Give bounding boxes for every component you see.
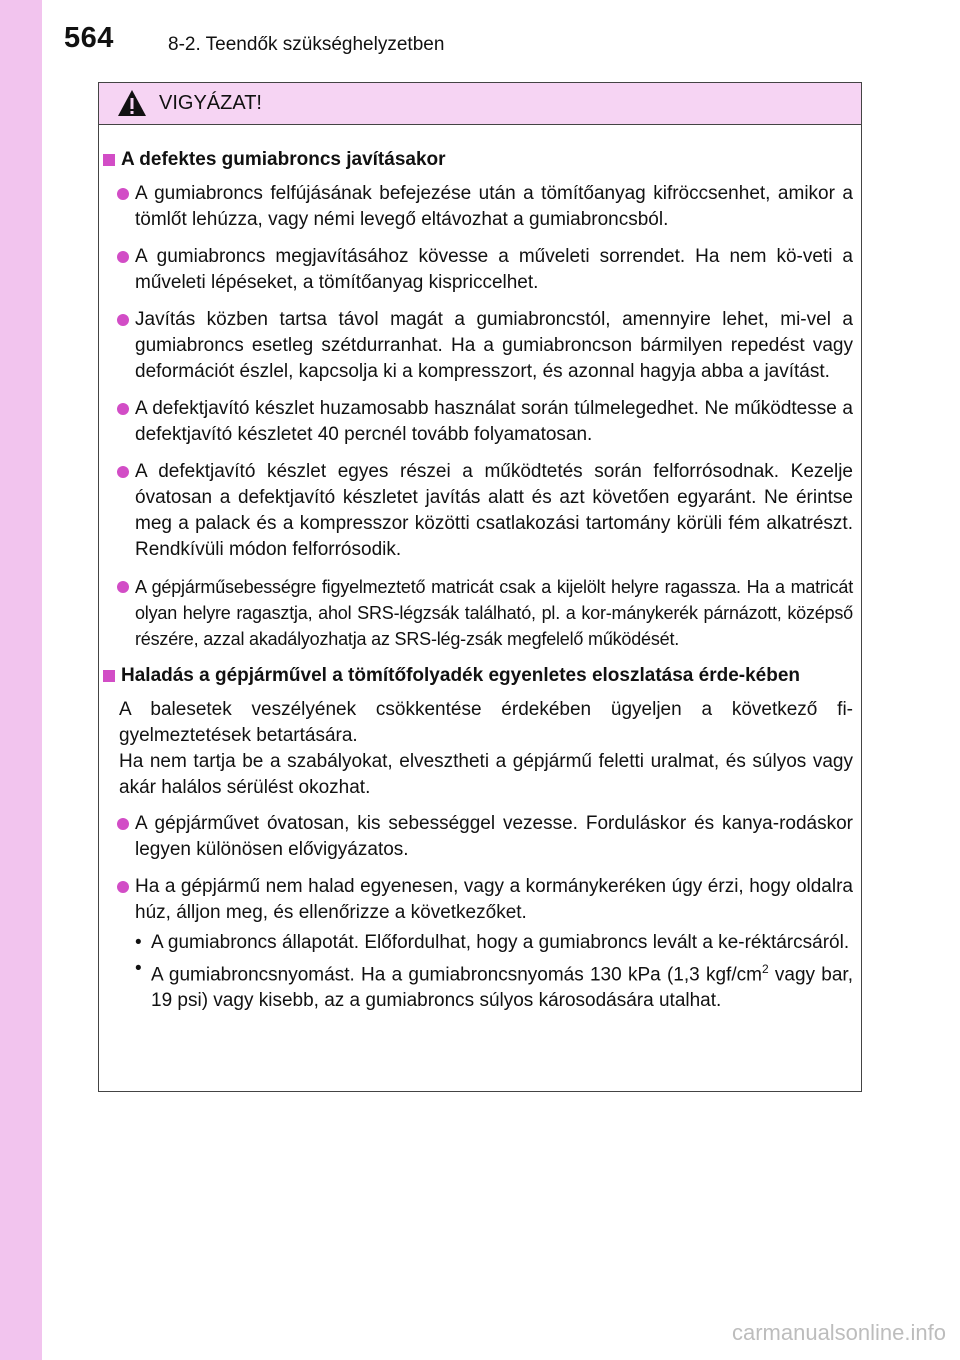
warning-icon xyxy=(117,89,147,117)
caution-header xyxy=(99,83,861,125)
circle-bullet-icon xyxy=(117,403,129,415)
sub-list-item: • A gumiabroncsnyomást. Ha a gumiabroncsnyomás 130 kPa (1,3 kgf/$cm^2$ vagy bar, 19 psi) vagy kisebb, az a gumiabroncs súlyos károsodására utalhat. xyxy=(135,956,853,1014)
list-item: A gépjárművet óvatosan, kis sebességgel vezesse. Forduláskor és kanya-rodáskor legyen különösen elővigyázatos. xyxy=(117,811,853,863)
list-item: A gépjárműsebességre figyelmeztető matricát csak a kijelölt helyre ragassza. Ha a matricát olyan helyre ragasztja, ahol SRS-légzsák található, pl. a kor-mánykerék párnázott, középső részére, azzal akadályozhatja az SRS-lég-zsák megfelelő működését. xyxy=(117,574,853,652)
caution-title: VIGYÁZAT! xyxy=(159,92,262,114)
sub-list-item: • A gumiabroncs állapotát. Előfordulhat, hogy a gumiabroncs levált a ke-réktárcsáról. xyxy=(135,930,853,956)
side-color-bar xyxy=(0,0,42,1360)
list-item: A gumiabroncs felfújásának befejezése után a tömítőanyag kifröccsenhet, amikor a tömlőt lehúzza, vagy némi levegő eltávozhat a gumiabroncsból. xyxy=(117,181,853,233)
list-item: A defektjavító készlet huzamosabb használat során túlmelegedhet. Ne működtesse a defektjavító készletet 40 percnél tovább folyamatosan. xyxy=(117,396,853,448)
section-heading: A defektes gumiabroncs javításakor xyxy=(103,147,853,173)
watermark: carmanualsonline.info xyxy=(731,1320,946,1345)
caution-box xyxy=(98,82,862,1092)
sub-bullet-marker: • xyxy=(135,932,142,953)
circle-bullet-icon xyxy=(117,188,129,200)
circle-bullet-icon xyxy=(117,818,129,830)
caution-body xyxy=(99,125,861,1014)
list-item: Javítás közben tartsa távol magát a gumiabroncstól, amennyire lehet, mi-vel a gumiabroncs esetleg szétdurranhat. Ha a gumiabroncson bármilyen repedést vagy deformációt észlel, kapcsolja ki a kompresszort, és azonnal hagyja abba a javítást. xyxy=(117,307,853,385)
square-bullet-icon xyxy=(103,154,115,166)
section-heading: Haladás a gépjárművel a tömítőfolyadék egyenletes eloszlatása érde-kében xyxy=(103,663,853,689)
circle-bullet-icon xyxy=(117,881,129,893)
circle-bullet-icon xyxy=(117,466,129,478)
circle-bullet-icon xyxy=(117,314,129,326)
section-title: 8-2. Teendők szükséghelyzetben xyxy=(168,34,445,55)
paragraph: Ha nem tartja be a szabályokat, elvesztheti a gépjármű feletti uralmat, és súlyos vagy akár halálos sérülést okozhat. xyxy=(119,751,853,798)
circle-bullet-icon xyxy=(117,581,129,593)
list-item: Ha a gépjármű nem halad egyenesen, vagy a kormánykeréken úgy érzi, hogy oldalra húz, álljon meg, és ellenőrizze a következőket. xyxy=(117,874,853,926)
paragraph: A balesetek veszélyének csökkentése érdekében ügyeljen a következő fi-gyelmeztetések betartására. xyxy=(119,699,853,746)
superscript: 2 xyxy=(761,962,769,976)
list-item: A defektjavító készlet egyes részei a működtetés során felforrósodnak. Kezelje óvatosan a defektjavító készletet javítás alatt és azt követően egyaránt. Ne érintse meg a palack és a kompresszor közötti csatlakozási tartomány körüli fém alkatrészt. Rendkívüli módon felforrósodik. xyxy=(117,459,853,563)
page-number: 564 xyxy=(64,22,114,54)
square-bullet-icon xyxy=(103,670,115,682)
sub-bullet-marker: • xyxy=(135,958,142,979)
list-item: A gumiabroncs megjavításához kövesse a műveleti sorrendet. Ha nem kö-veti a műveleti lépéseket, a tömítőanyag kispriccelhet. xyxy=(117,244,853,296)
circle-bullet-icon xyxy=(117,251,129,263)
